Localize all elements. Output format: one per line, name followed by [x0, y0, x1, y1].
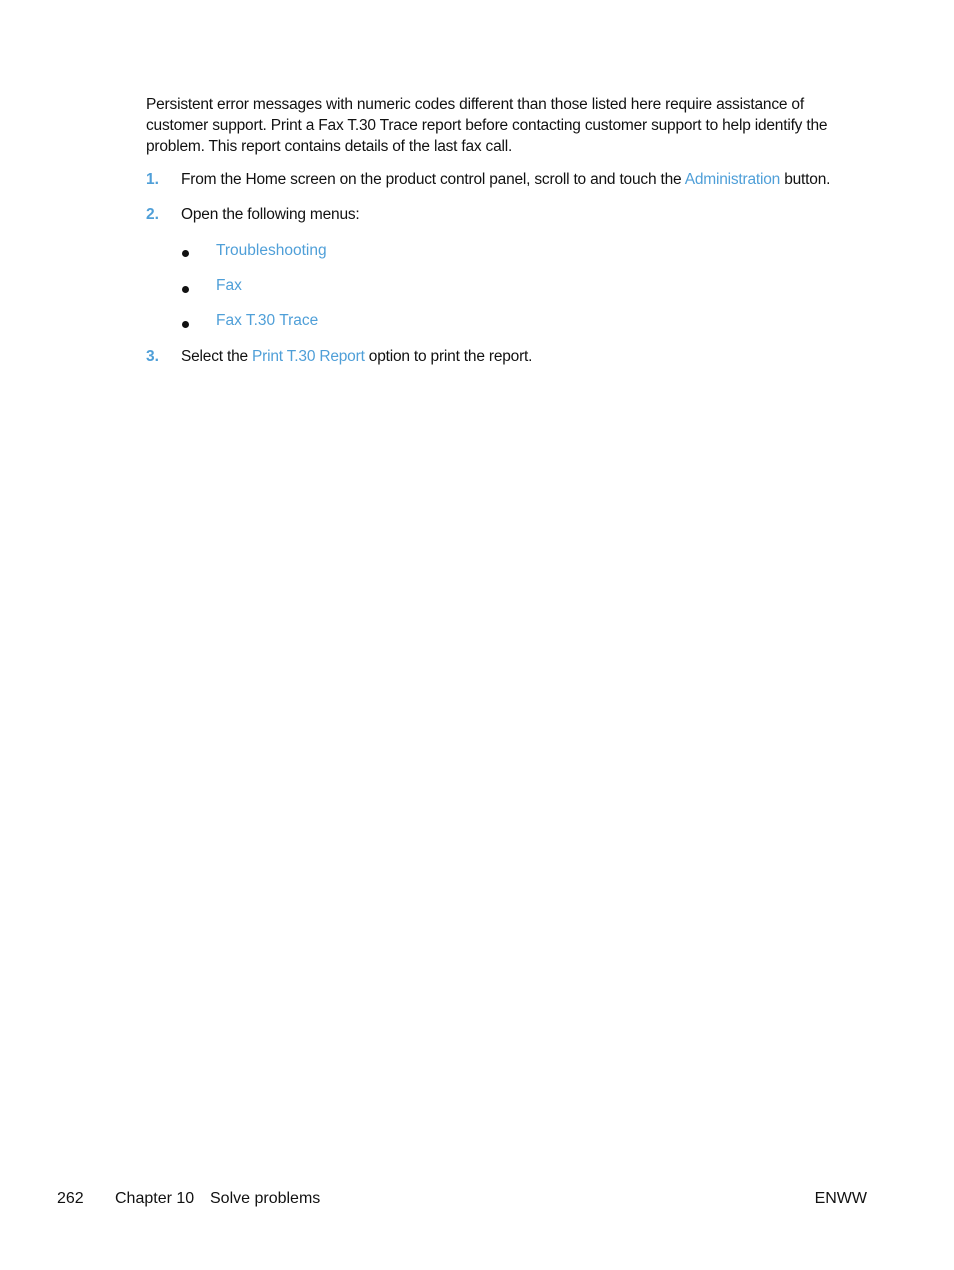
intro-paragraph: Persistent error messages with numeric codes different than those listed here require assistance of customer support. Print a Fax T.30 Trace report before contacting customer support to help identify the problem. This report contains details of the last fax call. [146, 96, 828, 155]
step-3-text-before: Select the [181, 348, 253, 365]
print-t30-report-link[interactable]: Print T.30 Report [252, 348, 365, 365]
step-2: Open the following menus: [181, 206, 360, 223]
menu-troubleshooting[interactable]: Troubleshooting [216, 242, 327, 259]
footer-enww: ENWW [814, 1190, 867, 1207]
step-1 [181, 171, 830, 189]
bullet-icon [182, 286, 189, 293]
step-3 [181, 348, 532, 366]
step-number-1: 1. [146, 171, 159, 188]
menu-fax-t30-trace[interactable]: Fax T.30 Trace [216, 312, 319, 329]
page-number: 262 [57, 1190, 84, 1207]
step-1-text-after: button. [780, 171, 831, 188]
footer-chapter: Chapter 10 [115, 1190, 195, 1207]
step-3-text-after: option to print the report. [364, 348, 533, 365]
menu-fax[interactable]: Fax [216, 277, 242, 294]
bullet-icon [182, 250, 189, 257]
step-number-3: 3. [146, 348, 159, 365]
bullet-icon [182, 321, 189, 328]
step-1-text-before: From the Home screen on the product control panel, scroll to and touch the [181, 171, 685, 188]
footer-section: Solve problems [210, 1190, 321, 1207]
administration-link[interactable]: Administration [684, 171, 781, 188]
step-number-2: 2. [146, 206, 159, 223]
